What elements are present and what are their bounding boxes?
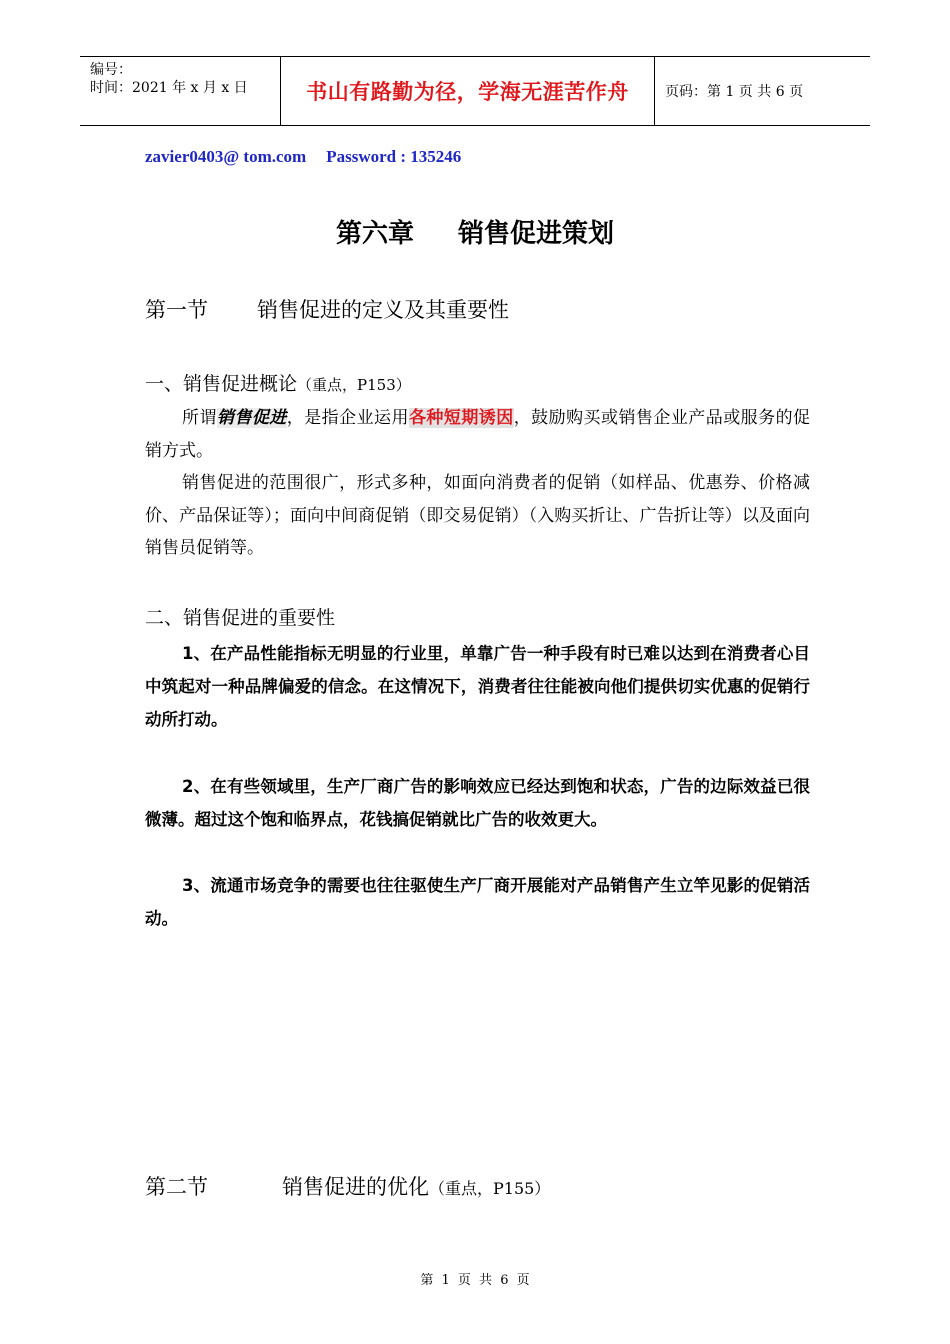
contact-line — [145, 147, 461, 167]
section-1-title: 销售促进的定义及其重要性 — [257, 298, 509, 322]
definition-text-middle: ，是指企业运用 — [286, 408, 409, 428]
header-meta-cell — [80, 57, 281, 125]
section-1-heading — [145, 294, 509, 324]
importance-point-1: 1、在产品性能指标无明显的行业里，单靠广告一种手段有时已难以达到在消费者心目中筑起对一种品牌偏爱的信念。在这情况下，消费者往往能被向他们提供切实优惠的促销行动所打动。 — [145, 644, 810, 729]
document-number-label: 编号： — [90, 62, 132, 78]
definition-paragraph — [145, 402, 810, 467]
definition-text-end: ，鼓励购买或销售企业产品或服务的促销方式。 — [145, 408, 811, 461]
subsection-1-note: （重点，P153） — [297, 376, 411, 394]
section-2-heading — [145, 1171, 550, 1201]
section-1-number: 第一节 — [145, 298, 208, 322]
page-info: 页码：第 1 页 共 6 页 — [665, 84, 804, 100]
importance-point-3: 3、流通市场竞争的需要也往往驱使生产厂商开展能对产品销售产生立竿见影的促销活动。 — [145, 876, 810, 928]
scope-paragraph: 销售促进的范围很广，形式多种，如面向消费者的促销（如样品、优惠券、价格减价、产品保证等）；面向中间商促销（即交易促销）（入购买折让、广告折让等）以及面向销售员促销等。 — [145, 473, 810, 558]
chapter-heading — [0, 213, 950, 250]
subsection-2-heading — [145, 603, 335, 630]
contact-password: Password : 135246 — [326, 147, 462, 166]
contact-email: zavier0403@ tom.com — [145, 147, 307, 166]
subsection-1-title: 一、销售促进概论 — [145, 373, 298, 395]
chapter-title: 销售促进策划 — [458, 219, 615, 249]
subsection-1-heading — [145, 369, 411, 396]
definition-term: 销售促进 — [216, 408, 287, 428]
definition-text-start: 所谓 — [182, 408, 217, 428]
page-footer: 第 1 页 共 6 页 — [420, 1273, 530, 1288]
header-page-info-cell — [655, 57, 870, 125]
subsection-2-title: 二、销售促进的重要性 — [145, 607, 336, 629]
importance-point-2: 2、在有些领域里，生产厂商广告的影响效应已经达到饱和状态，广告的边际效益已很微薄。超过这个饱和临界点，花钱搞促销就比广告的收效更大。 — [145, 777, 810, 829]
page-header — [80, 56, 870, 126]
motto-text: 书山有路勤为径，学海无涯苦作舟 — [306, 79, 629, 104]
header-motto-cell — [281, 57, 655, 125]
section-2-note: （重点，P155） — [429, 1179, 551, 1198]
document-date: 时间：2021 年 x 月 x 日 — [90, 80, 248, 96]
section-2-number: 第二节 — [145, 1175, 208, 1199]
definition-highlight: 各种短期诱因 — [408, 408, 514, 428]
chapter-number: 第六章 — [335, 219, 414, 249]
section-2-title: 销售促进的优化 — [282, 1175, 429, 1199]
